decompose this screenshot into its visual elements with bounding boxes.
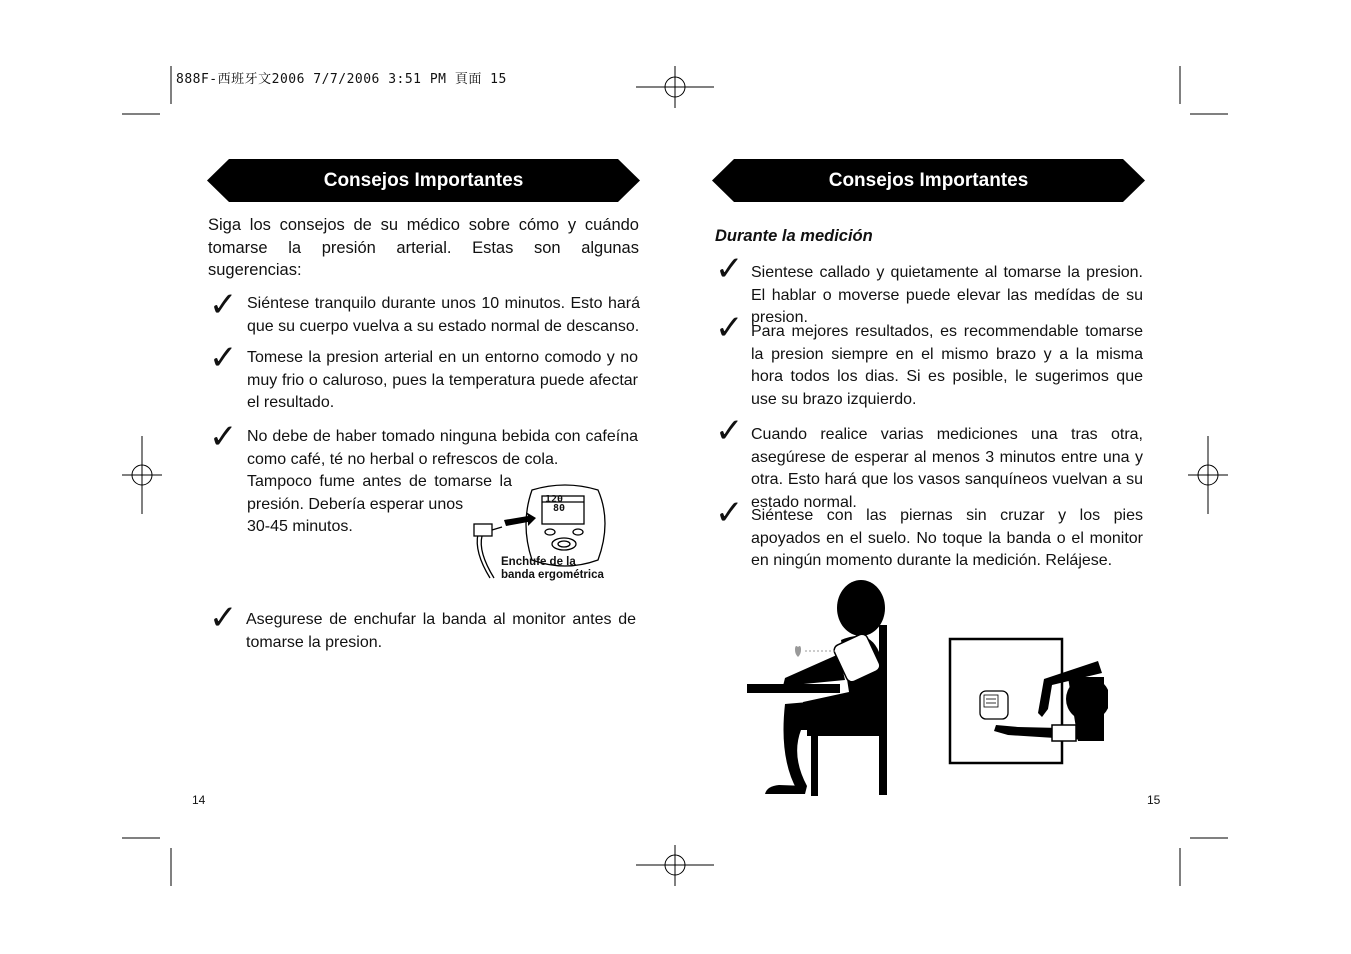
page-number-left: 14 [192,793,206,807]
plug-caption: Enchufe de la banda ergométrica [501,556,604,581]
right-subheading: Durante la medición [715,227,873,245]
right-tip-2: Para mejores resultados, es recommendable tomarse la presion siempre en el mismo brazo y a la misma hora todos los dias. Si es posible, le sugerimos que use su brazo izquierdo. [751,323,1143,408]
monitor-systolic-value: 120 [545,494,564,505]
right-tip-1: Sientese callado y quietamente al tomarse la presion. El hablar o moverse puede elevar las medídas de su presion. [751,264,1143,326]
left-tip-1: Siéntese tranquilo durante unos 10 minutos. Esto hará que su cuerpo vuelva a su estado normal de descanso. [247,295,640,335]
left-tip-3-continued: Tampoco fume antes de tomarse la presión. Debería esperar unos 30-45 minutos. [247,473,512,535]
registration-mark-icon [636,845,714,886]
check-mark-icon: ✓ [209,338,238,378]
registration-mark-icon [636,66,714,108]
check-mark-icon: ✓ [715,493,744,533]
check-mark-icon: ✓ [209,285,238,325]
check-mark-icon: ✓ [715,249,744,289]
heart-icon [795,646,801,657]
left-tip-2: Tomese la presion arterial en un entorno comodo y no muy frio o caluroso, pues la temperatura puede afectar el resultado. [247,349,638,411]
right-tip-3: Cuando realice varias mediciones una tras otra, asegúrese de esperar al menos 3 minutos entre una y otra. Esto hará que los vasos sanquíneos vuelvan a su estado normal. [751,426,1143,511]
check-mark-icon: ✓ [715,411,744,451]
registration-mark-icon [122,436,162,514]
check-mark-icon: ✓ [209,598,238,638]
left-tip-4: Asegurese de enchufar la banda al monitor antes de tomarse la presion. [246,611,636,651]
left-tip-3: No debe de haber tomado ninguna bebida con cafeína como café, té no herbal o refrescos de cola. [247,428,638,468]
left-page-title: Consejos Importantes [323,170,524,191]
printer-slug: 888F-西班牙文2006 7/7/2006 3:51 PM 頁面 15 [176,72,507,87]
right-page-title-banner [712,159,1145,202]
left-page-title-banner [207,159,640,202]
right-page-title: Consejos Importantes [828,170,1029,191]
left-intro-paragraph: Siga los consejos de su médico sobre cómo y cuándo tomarse la presión arterial. Estas son algunas sugerencias: [208,216,639,279]
right-tip-4: Siéntese con las piernas sin cruzar y los pies apoyados en el suelo. No toque la banda o el monitor en ningún momento durante la medición. Relájese. [751,507,1143,569]
page-number-right: 15 [1147,793,1161,807]
check-mark-icon: ✓ [209,417,238,457]
check-mark-icon: ✓ [715,308,744,348]
registration-mark-icon [1188,436,1228,514]
arm-monitor-illustration [948,637,1108,767]
monitor-diastolic-value: 80 [553,503,566,514]
seated-person-illustration [745,580,895,798]
